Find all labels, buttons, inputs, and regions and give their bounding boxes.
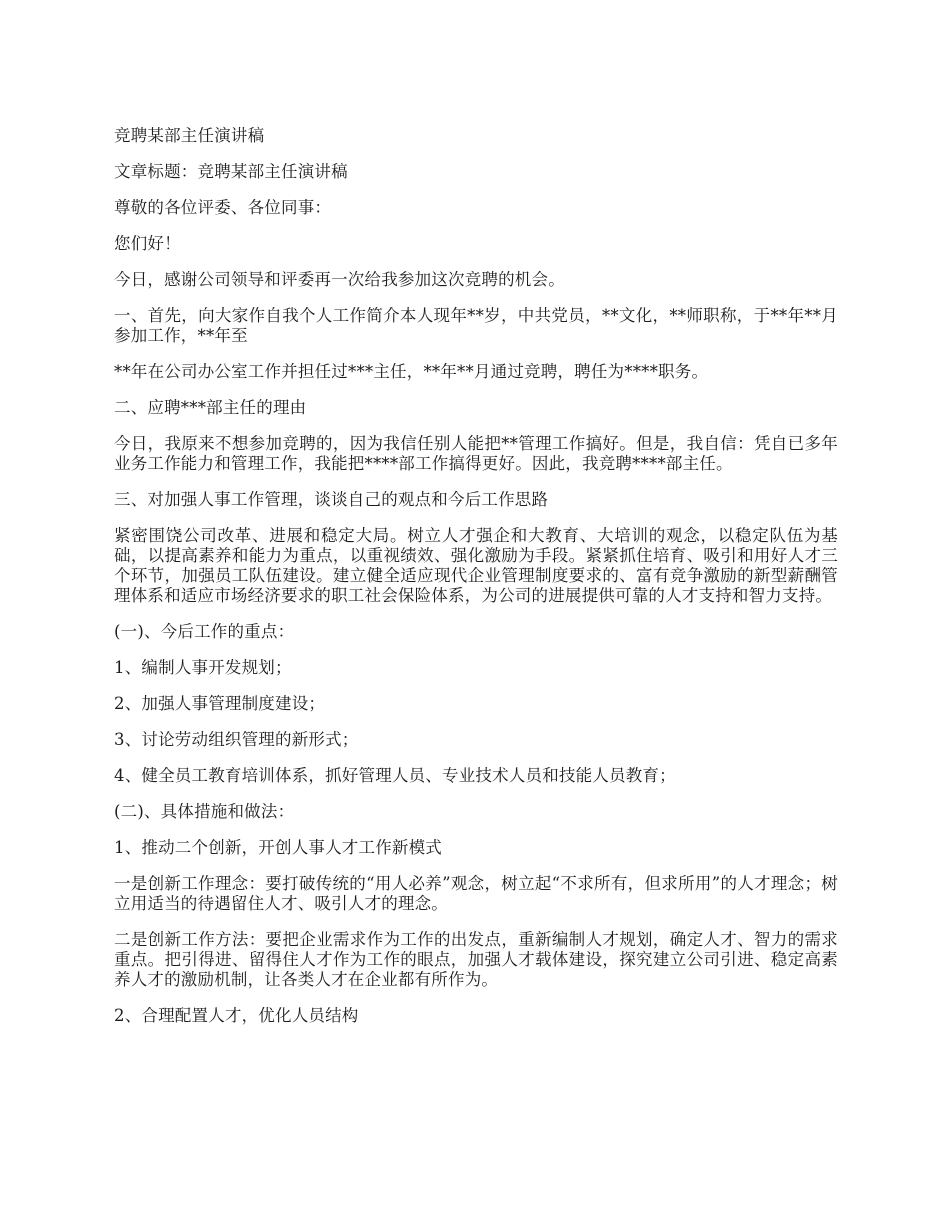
paragraph-innovation-concept: 一是创新工作理念：要打破传统的“用人必养”观念，树立起“不求所有，但求所用”的人才理念；树立用适当的待遇留住人才、吸引人才的理念。 — [114, 874, 838, 913]
list-item: 3、讨论劳动组织管理的新形式； — [114, 730, 359, 749]
article-title: 文章标题：竞聘某部主任演讲稿 — [114, 162, 348, 181]
document-page — [114, 126, 838, 1042]
document-title: 竞聘某部主任演讲稿 — [114, 126, 265, 145]
section-heading-reason: 二、应聘***部主任的理由 — [114, 398, 307, 417]
paragraph-salutation: 尊敬的各位评委、各位同事： — [114, 198, 332, 217]
list-item: 4、健全员工教育培训体系，抓好管理人员、专业技术人员和技能人员教育； — [114, 766, 676, 785]
subsection-heading-measures: (二)、具体措施和做法： — [114, 802, 295, 821]
list-item: 1、编制人事开发规划； — [114, 658, 292, 677]
list-item: 2、加强人事管理制度建设； — [114, 694, 326, 713]
paragraph-intro: 一、首先，向大家作自我个人工作简介本人现年**岁，中共党员，**文化，**师职称，于**年**月参加工作，**年至 — [114, 306, 838, 345]
measure-heading-innovation: 1、推动二个创新，开创人事人才工作新模式 — [114, 838, 442, 857]
paragraph-innovation-method: 二是创新工作方法：要把企业需求作为工作的出发点，重新编制人才规划，确定人才、智力的需求重点。把引得进、留得住人才作为工作的眼点，加强人才载体建设，探究建立公司引进、稳定高素养人才的激励机制，让各类人才在企业都有所作为。 — [114, 930, 838, 989]
paragraph-intro-continued: **年在公司办公室工作并担任过***主任，**年**月通过竞聘，聘任为****职务。 — [114, 362, 709, 381]
paragraph-reason: 今日，我原来不想参加竞聘的，因为我信任别人能把**管理工作搞好。但是，我自信：凭自已多年业务工作能力和管理工作，我能把****部工作搞得更好。因此，我竞聘****部主任。 — [114, 434, 838, 473]
measure-heading-allocation: 2、合理配置人才，优化人员结构 — [114, 1006, 359, 1025]
paragraph-ideas: 紧密围饶公司改革、进展和稳定大局。树立人才强企和大教育、大培训的观念，以稳定队伍为基础，以提高素养和能力为重点，以重视绩效、强化激励为手段。紧紧抓住培育、吸引和用好人才三个环节，加强员工队伍建设。建立健全适应现代企业管理制度要求的、富有竞争激励的新型薪酬管理体系和适应市场经济要求的职工社会保险体系，为公司的进展提供可靠的人才支持和智力支持。 — [114, 526, 838, 605]
paragraph-thanks: 今日，感谢公司领导和评委再一次给我参加这次竞聘的机会。 — [114, 270, 565, 289]
subsection-heading-focus: (一)、今后工作的重点： — [114, 622, 295, 641]
paragraph-greeting: 您们好！ — [114, 234, 181, 253]
section-heading-ideas: 三、对加强人事工作管理，谈谈自己的观点和今后工作思路 — [114, 490, 549, 509]
